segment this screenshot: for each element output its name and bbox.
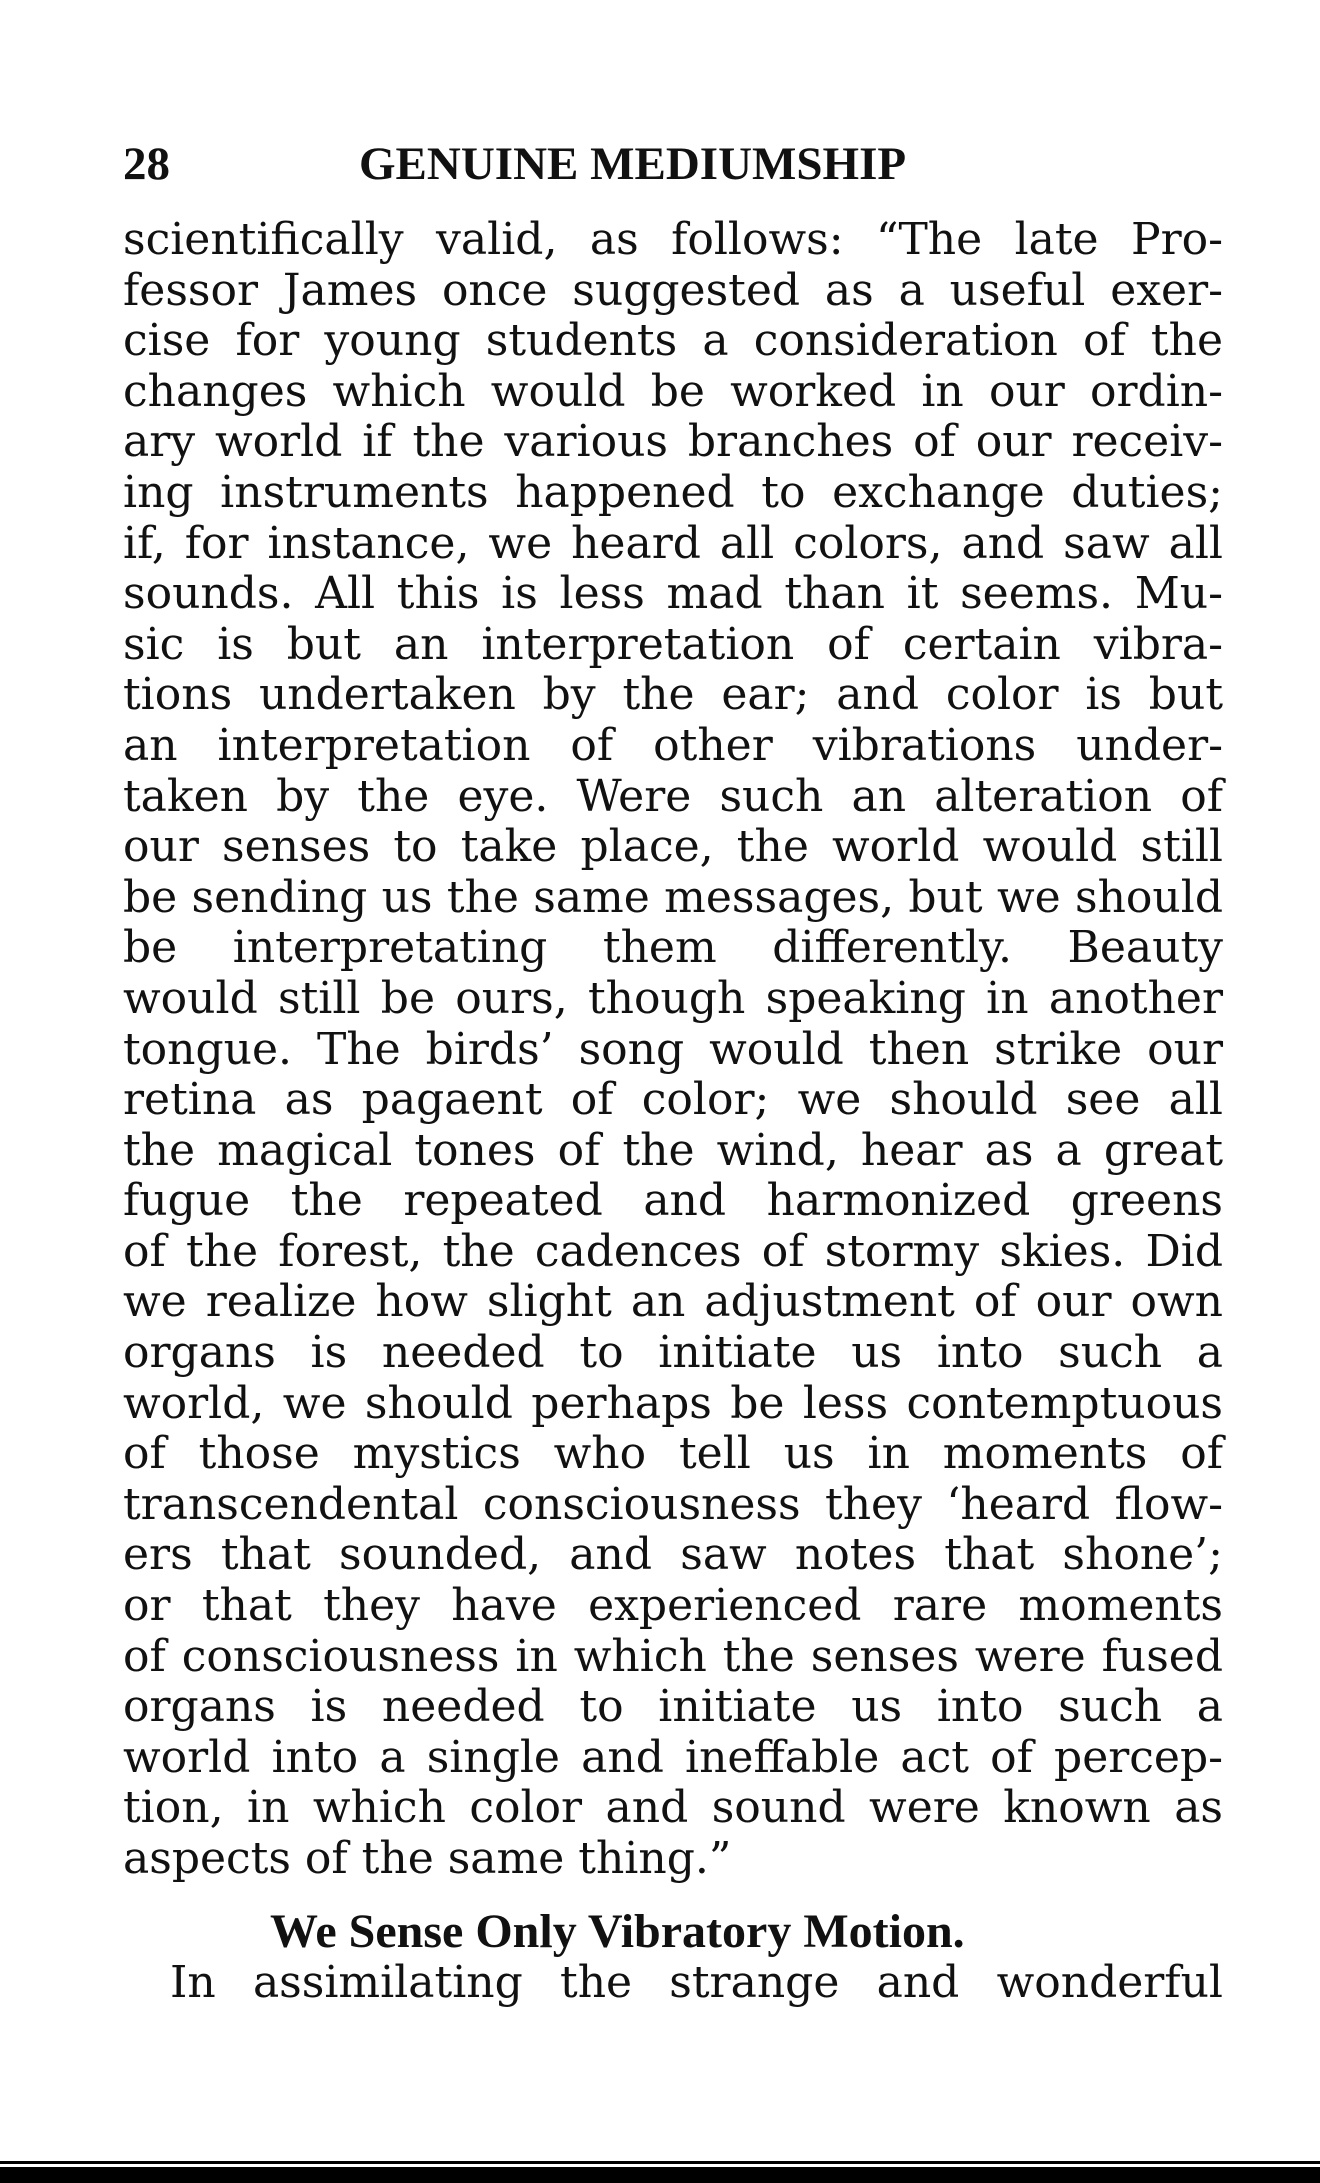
text-line: of the forest, the cadences of stormy skies. Did <box>123 1225 1223 1277</box>
text-line: fessor James once suggested as a useful exer- <box>123 264 1223 316</box>
section-heading: We Sense Only Vibratory Motion. <box>270 1905 965 1958</box>
text-line: cise for young students a consideration of the <box>123 315 1223 367</box>
text-line: or that they have experienced rare moments <box>123 1580 1223 1632</box>
text-line: sic is but an interpretation of certain vibra- <box>123 618 1223 670</box>
text-line: organs is needed to initiate us into such a <box>123 1327 1223 1379</box>
text-line: changes which would be worked in our ordin- <box>123 365 1223 417</box>
text-line: sounds. All this is less mad than it seems. Mu- <box>123 568 1223 620</box>
page-number: 28 <box>123 138 170 190</box>
text-line: we realize how slight an adjustment of our own <box>123 1276 1223 1328</box>
page-bottom-rule <box>0 2167 1320 2183</box>
text-line: be interpretating them differently. Beauty <box>123 922 1223 974</box>
text-line: aspects of the same thing.” <box>123 1833 732 1884</box>
continued-paragraph-line: In assimilating the strange and wonderful <box>170 1957 1223 2008</box>
text-line: taken by the eye. Were such an alteration of <box>123 770 1223 822</box>
text-line: of consciousness in which the senses were fused <box>123 1630 1223 1682</box>
text-line: scientifically valid, as follows: “The late Pro- <box>123 214 1223 265</box>
body-paragraph <box>123 215 1223 1885</box>
text-line: transcendental consciousness they ‘heard flow- <box>123 1478 1223 1530</box>
text-line: world into a single and ineffable act of percep- <box>123 1731 1223 1783</box>
text-line: fugue the repeated and harmonized greens <box>123 1175 1223 1227</box>
text-line: retina as pagaent of color; we should see all <box>123 1074 1223 1126</box>
text-line: ary world if the various branches of our receiv- <box>123 416 1223 468</box>
text-line: organs is needed to initiate us into such a <box>123 1681 1223 1733</box>
text-line: the magical tones of the wind, hear as a great <box>123 1124 1223 1176</box>
text-line: would still be ours, though speaking in another <box>123 972 1223 1024</box>
text-line: of those mystics who tell us in moments of <box>123 1428 1223 1480</box>
text-line: ers that sounded, and saw notes that shone’; <box>123 1529 1223 1581</box>
text-line: ing instruments happened to exchange duties; <box>123 466 1223 518</box>
text-line: our senses to take place, the world would still <box>123 821 1223 873</box>
running-header <box>123 138 1023 190</box>
text-line: tions undertaken by the ear; and color is but <box>123 669 1223 721</box>
text-line: be sending us the same messages, but we should <box>123 871 1223 923</box>
text-line: tion, in which color and sound were known as <box>123 1782 1223 1834</box>
running-title: GENUINE MEDIUMSHIP <box>359 138 907 190</box>
text-line: if, for instance, we heard all colors, and saw all <box>123 517 1223 569</box>
text-line: tongue. The birds’ song would then strike our <box>123 1023 1223 1075</box>
text-line: an interpretation of other vibrations under- <box>123 719 1223 771</box>
text-line: world, we should perhaps be less contemptuous <box>123 1377 1223 1429</box>
